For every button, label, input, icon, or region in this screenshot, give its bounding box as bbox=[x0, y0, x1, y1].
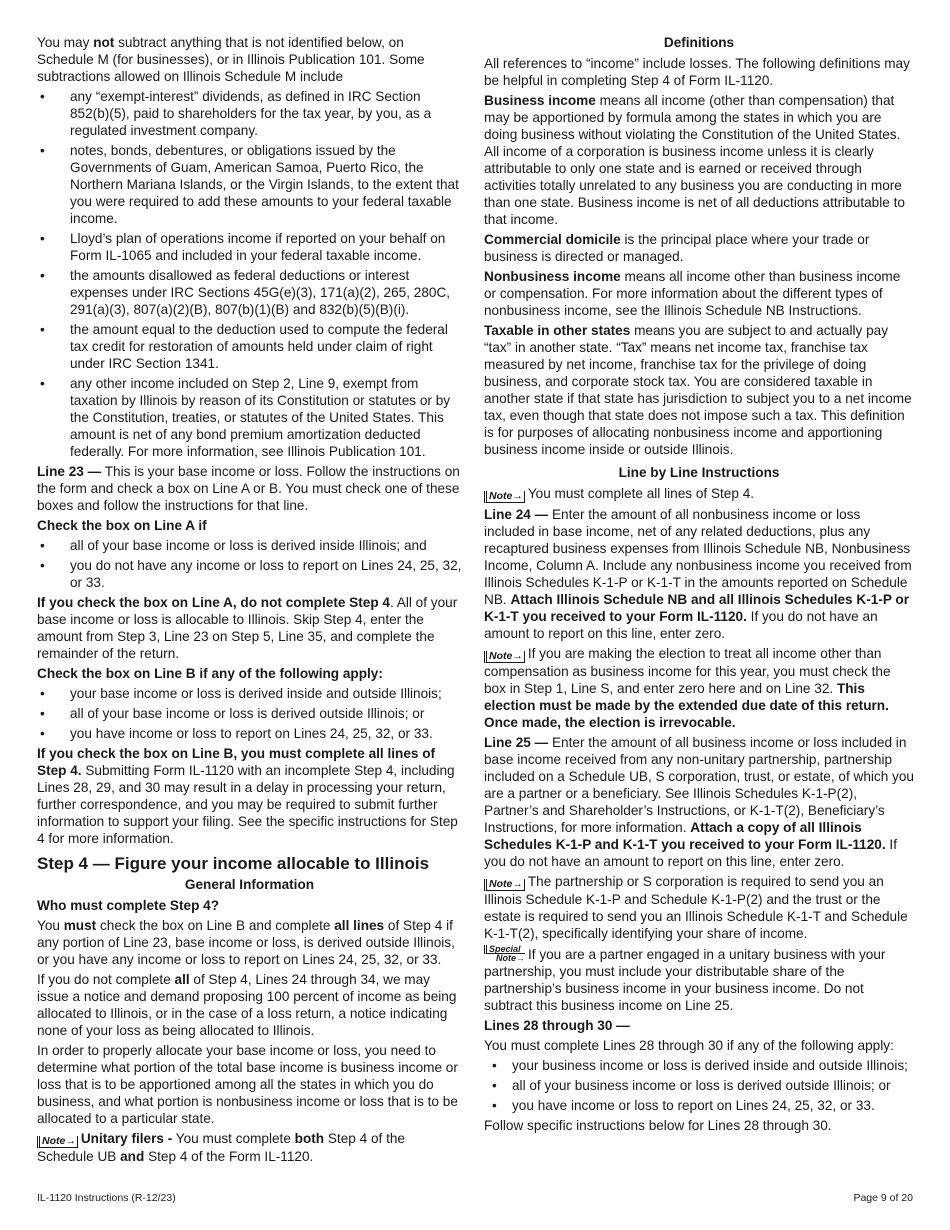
commercial-domicile-definition: Commercial domicile is the principal place where your trade or business is directed or managed. bbox=[484, 232, 870, 264]
list-item: • your business income or loss is derived inside and outside Illinois; bbox=[484, 1057, 914, 1074]
notice-paragraph: If you do not complete all of Step 4, Lines 24 through 34, we may issue a notice and demand proposing 100 percent of income as being allocated to Illinois, or in the case of a loss return, a notice indicating none of your loss as being allocated to Illinois. bbox=[37, 972, 457, 1038]
list-item: • all of your business income or loss is derived outside Illinois; or bbox=[484, 1077, 914, 1094]
note-partnership: Note→ The partnership or S corporation is required to send you an Illinois Schedule K-1-P and Schedule K-1-P(2) and the trust or the estate is required to send you an Illinois Schedule K-1-T and Schedule K-1-T(2), specifically identifying your share of income. bbox=[484, 874, 908, 941]
special-note-icon: Special Note→ bbox=[484, 945, 525, 962]
footer-form-id: IL-1120 Instructions (R-12/23) bbox=[37, 1192, 176, 1204]
general-info-heading: General Information bbox=[184, 877, 315, 892]
list-item: • the amount equal to the deduction used to compute the federal tax credit for restoration of amounts held under claim of right under IRC Section 1341. bbox=[37, 321, 462, 372]
who-heading: Who must complete Step 4? bbox=[37, 898, 220, 913]
list-item: • you have income or loss to report on Lines 24, 25, 32, or 33. bbox=[484, 1097, 914, 1114]
lines28-follow: Follow specific instructions below for Lines 28 through 30. bbox=[484, 1118, 832, 1133]
footer-page-number: Page 9 of 20 bbox=[853, 1192, 913, 1204]
step4-title: Step 4 — Figure your income allocable to Illinois bbox=[37, 854, 430, 873]
definitions-intro: All references to “income” include losses. The following definitions may be helpful in completing Step 4 of Form IL-1120. bbox=[484, 56, 910, 88]
list-item: • you have income or loss to report on Lines 24, 25, 32, or 33. bbox=[37, 725, 462, 742]
list-item: • any “exempt-interest” dividends, as defined in IRC Section 852(b)(5), paid to shareholders for the tax year, by you, as a regulated investment company. bbox=[37, 88, 462, 139]
note-icon: Note→ bbox=[484, 491, 525, 503]
if-a-paragraph: If you check the box on Line A, do not complete Step 4. All of your base income or loss is allocable to Illinois. Skip Step 4, enter the amount from Step 3, Line 23 on Step 5, Line 35, and complete the remainder of the return. bbox=[37, 595, 458, 661]
note-icon: Note→ bbox=[37, 1136, 78, 1148]
intro-paragraph: You may not subtract anything that is not identified below, on Schedule M (for businesses), or in Illinois Publication 101. Some subtractions allowed on Illinois Schedule M include bbox=[37, 35, 425, 84]
list-item: • the amounts disallowed as federal deductions or interest expenses under IRC Sections 45G(e)(3), 171(a)(2), 265, 280C, 291(a)(3), 807(a)(2)(B), 807(b)(1)(B) and 832(b)(5)(B)(i). bbox=[37, 267, 462, 318]
line-by-line-heading: Line by Line Instructions bbox=[618, 465, 780, 480]
line25-paragraph: Line 25 — Enter the amount of all business income or loss included in base income received from any non-unitary partnership, partnership included on a Schedule UB, S corporation, trust, or estate, of which you are a partner or a beneficiary. See Illinois Schedules K-1-P(2), Partner’s and Shareholder’s Instructions, or K-1-T(2), Beneficiary’s Instructions, for more information. Attach a copy of all Illinois Schedules K-1-P and K-1-T you received to your Form IL-1120. If you do not have an amount to report on this line, enter zero. bbox=[484, 735, 914, 869]
note-icon: Note→ bbox=[484, 879, 525, 891]
line23-paragraph: Line 23 — This is your base income or loss. Follow the instructions on the form and check a box on Line A or B. You must check one of these boxes and follow the instructions for that line. bbox=[37, 464, 460, 513]
if-b-paragraph: If you check the box on Line B, you must complete all lines of Step 4. Submitting Form IL-1120 with an incomplete Step 4, including Lines 28, 29, and 30 may result in a delay in processing your return, further correspondence, and you may be required to submit further information to support your filing. See the specific instructions for Step 4 for more information. bbox=[37, 746, 458, 846]
taxable-other-states-definition: Taxable in other states means you are subject to and actually pay “tax” in another state. “Tax” means net income tax, franchise tax measured by net income, franchise tax for the privilege of doing business, and corporate stock tax. You are considered taxable in another state if that state has jurisdiction to subject you to a net income tax, even though that state does not impose such a tax. This definition is for purposes of allocating nonbusiness income and apportioning business income inside or outside Illinois. bbox=[484, 323, 912, 457]
list-item: • you do not have any income or loss to report on Lines 24, 25, 32, or 33. bbox=[37, 557, 462, 591]
check-b-list bbox=[37, 685, 462, 742]
lines28-list bbox=[484, 1057, 914, 1114]
who-paragraph: You must check the box on Line B and complete all lines of Step 4 if any portion of Line 23, base income or loss, is derived outside Illinois, or you have any income or loss to report on Lines 24, 25, 32, or 33. bbox=[37, 918, 455, 967]
check-a-list bbox=[37, 537, 462, 591]
left-column bbox=[37, 34, 462, 1168]
check-b-heading: Check the box on Line B if any of the following apply: bbox=[37, 666, 383, 681]
business-income-definition: Business income means all income (other than compensation) that may be apportioned by formula among the states in which you are doing business without violating the Constitution of the United States. All income of a corporation is business income unless it is clearly attributable to only one state and is earned or received through activities totally unrelated to any business you are conducting in more than one state. Business income is net of all deductions attributable to that income. bbox=[484, 93, 905, 227]
note-election: Note→ If you are making the election to treat all income other than compensation as business income for this year, you must check the box in Step 1, Line S, and enter zero here and on Line 32. This election must be made by the extended due date of this return. Once made, the election is irrevocable. bbox=[484, 646, 891, 730]
special-note-paragraph: Special Note→ If you are a partner engaged in a unitary business with your partnership, you must include your distributable share of the partnership’s business income in your business income. Do not subtract this business income on Line 25. bbox=[484, 944, 886, 1013]
lines28-intro: You must complete Lines 28 through 30 if any of the following apply: bbox=[484, 1038, 894, 1053]
list-item: • any other income included on Step 2, Line 9, exempt from taxation by Illinois by reason of its Constitution or statutes or by the Constitution, treaties, or statutes of the United States. This amount is net of any bond premium amortization deducted federally. For more information, see Illinois Publication 101. bbox=[37, 375, 462, 460]
list-item: • Lloyd’s plan of operations income if reported on your behalf on Form IL-1065 and included in your federal taxable income. bbox=[37, 230, 462, 264]
lines28-heading: Lines 28 through 30 — bbox=[484, 1018, 630, 1033]
note-icon: Note→ bbox=[484, 651, 525, 663]
nonbusiness-income-definition: Nonbusiness income means all income other than business income or compensation. For more information about the different types of nonbusiness income, see the Illinois Schedule NB Instructions. bbox=[484, 269, 901, 318]
definitions-heading: Definitions bbox=[663, 35, 735, 50]
subtractions-list bbox=[37, 88, 462, 460]
line24-paragraph: Line 24 — Enter the amount of all nonbusiness income or loss included in base income, net of any related deductions, plus any recaptured business expenses from Illinois Schedule NB, Nonbusiness Income, Column A. Include any nonbusiness income you received from Illinois Schedules K-1-P or K-1-T in the amounts reported on Schedule NB. Attach Illinois Schedule NB and all Illinois Schedules K-1-P or K-1-T you received to your Form IL-1120. If you do not have an amount to report on this line, enter zero. bbox=[484, 507, 912, 641]
check-a-heading: Check the box on Line A if bbox=[37, 518, 207, 533]
note-step4: Note→ You must complete all lines of Step 4. bbox=[484, 485, 914, 503]
list-item: • your base income or loss is derived inside and outside Illinois; bbox=[37, 685, 462, 702]
list-item: • all of your base income or loss is derived inside Illinois; and bbox=[37, 537, 462, 554]
list-item: • all of your base income or loss is derived outside Illinois; or bbox=[37, 705, 462, 722]
order-paragraph: In order to properly allocate your base income or loss, you need to determine what portion of the total base income is business income or loss that is to be apportioned among all the states in which you do business, and what portion is nonbusiness income or loss that is to be allocated to a particular state. bbox=[37, 1043, 458, 1126]
list-item: • notes, bonds, debentures, or obligations issued by the Governments of Guam, American Samoa, Puerto Rico, the Northern Mariana Islands, or the Virgin Islands, to the extent that you were required to add these amounts to your federal taxable income. bbox=[37, 142, 462, 227]
right-column bbox=[484, 34, 914, 1137]
unitary-note-paragraph: Note→ Unitary filers - You must complete both Step 4 of the Schedule UB and Step 4 of the Form IL-1120. bbox=[37, 1131, 405, 1164]
